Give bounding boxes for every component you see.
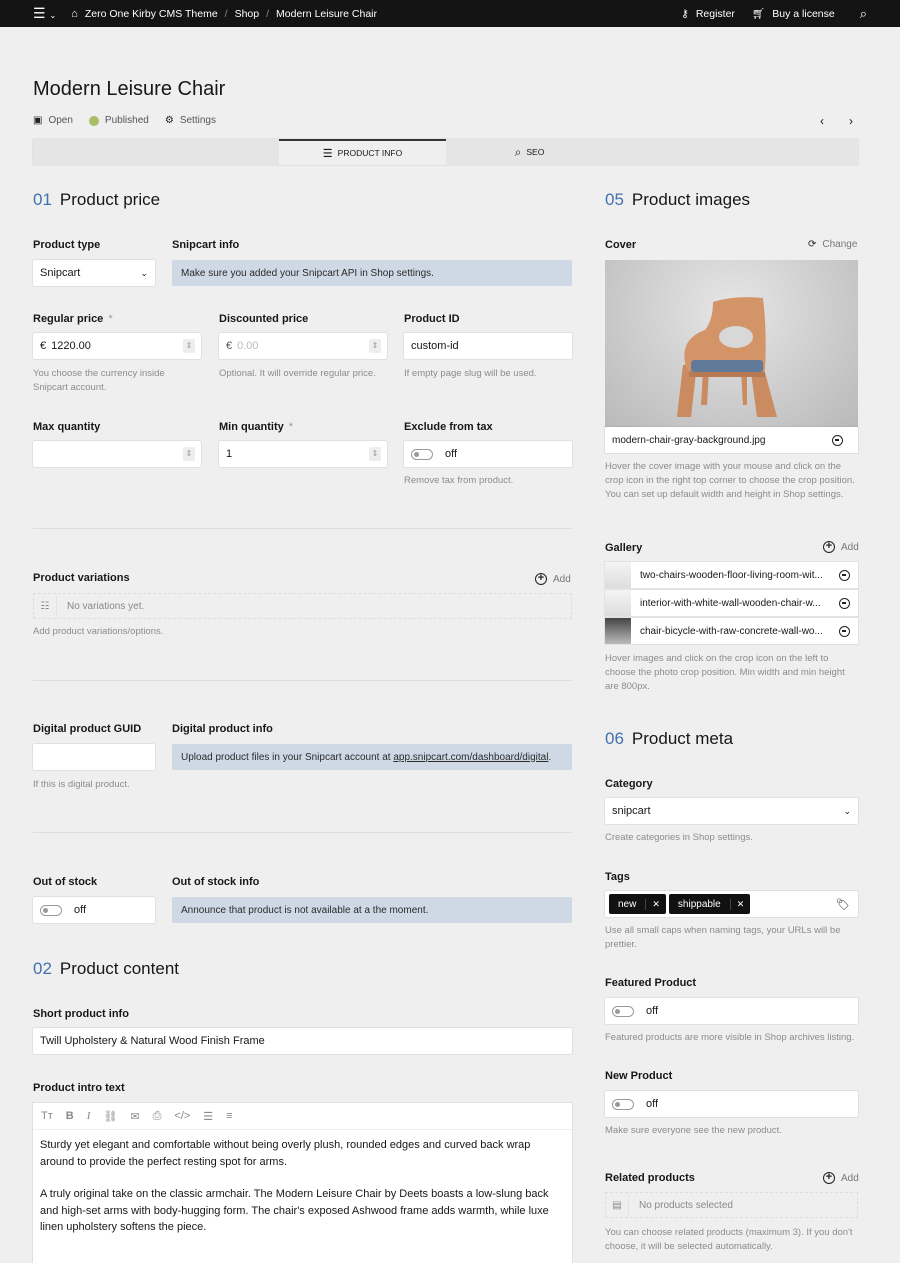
cover-image[interactable] [605, 260, 858, 427]
tab-seo[interactable] [446, 139, 613, 165]
refresh-icon: ⟳ [808, 239, 817, 250]
email-icon[interactable]: ✉ [130, 1110, 140, 1123]
page-icon: ▤ [606, 1193, 629, 1217]
open-icon[interactable]: ▣ [33, 115, 43, 126]
remove-icon[interactable] [839, 598, 850, 609]
breadcrumb-separator: / [266, 7, 270, 20]
chair-image [605, 260, 858, 427]
change-cover-button[interactable]: ⟳ Change [808, 239, 858, 250]
cover-label: Cover [605, 239, 637, 251]
new-product-toggle[interactable]: off [605, 1091, 858, 1117]
new-product-help: Make sure everyone see the new product. [605, 1125, 782, 1136]
related-empty[interactable]: ▤ No products selected [605, 1192, 858, 1218]
discounted-price-label: Discounted price [219, 313, 309, 325]
home-icon[interactable]: ⌂ [71, 7, 78, 20]
tab-label: SEO [526, 147, 545, 157]
remove-icon[interactable] [832, 435, 843, 446]
bullet-list-icon[interactable]: ☰ [203, 1110, 214, 1123]
product-id-input[interactable]: custom-id [404, 333, 572, 359]
product-id-help: If empty page slug will be used. [404, 368, 537, 379]
short-info-label: Short product info [33, 1008, 129, 1020]
featured-help: Featured products are more visible in Shop archives listing. [605, 1032, 855, 1043]
cover-file-row[interactable]: modern-chair-gray-background.jpg [605, 427, 858, 453]
remove-tag-icon[interactable]: ✕ [645, 899, 666, 910]
tags-help: Use all small caps when naming tags, your URLs will be prettier. [605, 925, 841, 950]
exclude-tax-toggle[interactable]: off [404, 441, 572, 467]
headings-icon[interactable]: Tт [41, 1110, 53, 1122]
prev-page-icon[interactable]: ‹ [820, 114, 824, 128]
chevron-down-icon: ⌄ [140, 267, 148, 278]
add-variation-button[interactable]: + Add [535, 573, 571, 585]
toggle-icon [612, 1099, 634, 1110]
gallery-help: Hover images and click on the crop icon on the left to choose the photo crop position. Min width and min height are 800px. [605, 653, 845, 692]
out-of-stock-info-label: Out of stock info [172, 876, 260, 888]
variations-help: Add product variations/options. [33, 626, 164, 637]
numbered-list-icon[interactable]: ≡ [226, 1110, 233, 1122]
next-page-icon[interactable]: › [849, 114, 853, 128]
section-heading-product-price [33, 190, 160, 210]
search-icon: ⌕ [514, 144, 522, 159]
italic-icon[interactable]: I [86, 1110, 91, 1122]
remove-icon[interactable] [839, 626, 850, 637]
stepper-icon[interactable]: ⇕ [183, 447, 195, 461]
product-type-select[interactable] [33, 260, 155, 286]
tag[interactable]: shippable ✕ [669, 894, 750, 914]
short-info-input[interactable]: Twill Upholstery & Natural Wood Finish Frame [33, 1028, 572, 1054]
divider [33, 832, 572, 833]
breadcrumb [33, 5, 377, 22]
search-icon[interactable]: ⌕ [859, 5, 867, 21]
new-product-label: New Product [605, 1070, 673, 1082]
tag-icon: 🏷︎ [836, 898, 850, 911]
digital-info-label: Digital product info [172, 723, 273, 735]
plus-circle-icon: + [823, 1172, 835, 1184]
max-quantity-input[interactable] [33, 441, 201, 467]
intro-paragraph: Sturdy yet elegant and comfortable without being overly plush, rounded edges and curved back wrap around to provide the perfect resting spot for arms. [40, 1139, 531, 1168]
gallery-label: Gallery [605, 542, 643, 554]
out-of-stock-toggle[interactable]: off [33, 897, 155, 923]
status-button[interactable]: Published [104, 115, 149, 126]
min-quantity-input[interactable]: 1 ⇕ [219, 441, 387, 467]
stepper-icon[interactable]: ⇕ [369, 447, 381, 461]
category-help: Create categories in Shop settings. [605, 832, 753, 843]
link-icon[interactable]: ⛓ [103, 1110, 118, 1123]
exclude-tax-label: Exclude from tax [404, 421, 493, 433]
cart-icon: 🛒︎ [751, 8, 766, 20]
digital-info-box: Upload product files in your Snipcart account at app.snipcart.com/dashboard/digital . [172, 744, 572, 770]
gallery-item[interactable]: chair-bicycle-with-raw-concrete-wall-wo... [605, 618, 858, 644]
add-gallery-button[interactable]: + Add [823, 541, 859, 553]
tab-label: PRODUCT INFO [337, 148, 403, 158]
tab-product-info[interactable] [279, 139, 446, 165]
guid-help: If this is digital product. [33, 779, 130, 790]
variations-label: Product variations [33, 572, 130, 584]
variations-empty[interactable]: ☷ No variations yet. [33, 593, 572, 619]
thumbnail[interactable] [605, 562, 631, 588]
tags-label: Tags [605, 871, 630, 883]
featured-label: Featured Product [605, 977, 697, 989]
featured-toggle[interactable]: off [605, 998, 858, 1024]
breadcrumb-separator: / [224, 7, 228, 20]
open-button[interactable]: Open [48, 115, 73, 126]
tag[interactable]: new ✕ [609, 894, 666, 914]
snipcart-info-label: Snipcart info [172, 239, 240, 251]
topbar-actions [681, 6, 867, 22]
settings-button[interactable]: Settings [179, 115, 216, 126]
regular-price-label: Regular price * [33, 313, 113, 325]
regular-price-input[interactable]: € 1220.00 ⇕ [33, 333, 201, 359]
product-type-label: Product type [33, 239, 101, 251]
menu-icon[interactable]: ☰ ⌄ [33, 5, 57, 21]
text-lines-icon: ☰ [322, 147, 333, 160]
section-title: Product price [59, 190, 161, 209]
gallery-list [605, 562, 858, 644]
intro-paragraph: A truly original take on the classic armchair. The Modern Leisure Chair by Deets boasts a low-slung back and high-set arms with body-hugging form. The chair's exposed Ashwood frame adds warmth, while luxe linen upholstery softens the piece. [40, 1188, 549, 1233]
exclude-tax-help: Remove tax from product. [404, 475, 514, 486]
register-link[interactable]: Register [695, 7, 735, 20]
cover-help: Hover the cover image with your mouse and click on the crop icon in the right top corner to choose the crop position. You can set up default width and height in Shop settings. [605, 461, 855, 500]
product-id-label: Product ID [404, 313, 460, 325]
breadcrumb-page[interactable]: Modern Leisure Chair [276, 7, 378, 20]
discounted-price-help: Optional. It will override regular price. [219, 368, 376, 379]
discounted-price-input[interactable]: € 0.00 ⇕ [219, 333, 387, 359]
section-heading-product-images: 05 Product images [605, 190, 751, 209]
intro-text-label: Product intro text [33, 1082, 125, 1094]
gear-icon: ⚙ [164, 115, 174, 126]
snipcart-dashboard-link[interactable]: app.snipcart.com/dashboard/digital [393, 751, 549, 763]
max-quantity-label: Max quantity [33, 421, 101, 433]
plus-circle-icon: + [535, 573, 547, 585]
code-icon[interactable]: </> [174, 1110, 191, 1122]
select-value: Snipcart [40, 267, 81, 279]
intro-text-editor[interactable] [33, 1103, 572, 1263]
editor-toolbar [33, 1103, 572, 1130]
plus-circle-icon: + [823, 541, 835, 553]
snipcart-info-box: Make sure you added your Snipcart API in Shop settings. [172, 260, 572, 286]
list-icon: ☷ [34, 594, 57, 618]
category-select[interactable]: snipcart ⌄ [605, 798, 858, 824]
out-of-stock-info-box: Announce that product is not available at a the moment. [172, 897, 572, 923]
toggle-icon [612, 1006, 634, 1017]
breadcrumb-shop[interactable]: Shop [234, 7, 260, 20]
divider [33, 680, 572, 681]
page-title: Modern Leisure Chair [33, 78, 226, 100]
stepper-icon[interactable]: ⇕ [369, 339, 381, 353]
gallery-item[interactable]: interior-with-white-wall-wooden-chair-w... [605, 590, 858, 616]
thumbnail[interactable] [605, 618, 631, 644]
related-help: You can choose related products (maximum 3). If you don't choose, it will be selected automatically. [605, 1227, 853, 1252]
attachment-icon[interactable]: ⎙ [152, 1109, 162, 1122]
buy-license-link[interactable]: Buy a license [772, 7, 835, 20]
status-dot-icon [89, 116, 99, 126]
remove-icon[interactable] [839, 570, 850, 581]
key-icon: ⚷ [681, 7, 689, 20]
related-label: Related products [605, 1172, 695, 1184]
divider [33, 528, 572, 529]
gallery-item[interactable]: two-chairs-wooden-floor-living-room-wit... [605, 562, 858, 588]
section-heading-product-meta: 06 Product meta [605, 729, 734, 748]
section-number: 01 [33, 190, 52, 209]
guid-label: Digital product GUID [33, 723, 142, 735]
min-quantity-label: Min quantity * [219, 421, 294, 433]
chevron-down-icon: ⌄ [843, 805, 851, 816]
guid-input[interactable] [33, 744, 155, 770]
add-related-button[interactable]: + Add [823, 1172, 859, 1184]
regular-price-help: You choose the currency inside Snipcart account. [33, 368, 165, 393]
stepper-icon[interactable]: ⇕ [183, 339, 195, 353]
remove-tag-icon[interactable]: ✕ [730, 899, 751, 910]
toggle-icon [411, 449, 433, 460]
category-label: Category [605, 778, 653, 790]
toggle-icon [40, 905, 62, 916]
section-heading-product-content: 02 Product content [33, 959, 179, 978]
tags-input[interactable] [605, 891, 858, 917]
breadcrumb-site[interactable]: Zero One Kirby CMS Theme [84, 7, 218, 20]
bold-icon[interactable]: B [65, 1110, 74, 1122]
thumbnail[interactable] [605, 590, 631, 616]
topbar [0, 0, 900, 27]
out-of-stock-label: Out of stock [33, 876, 98, 888]
